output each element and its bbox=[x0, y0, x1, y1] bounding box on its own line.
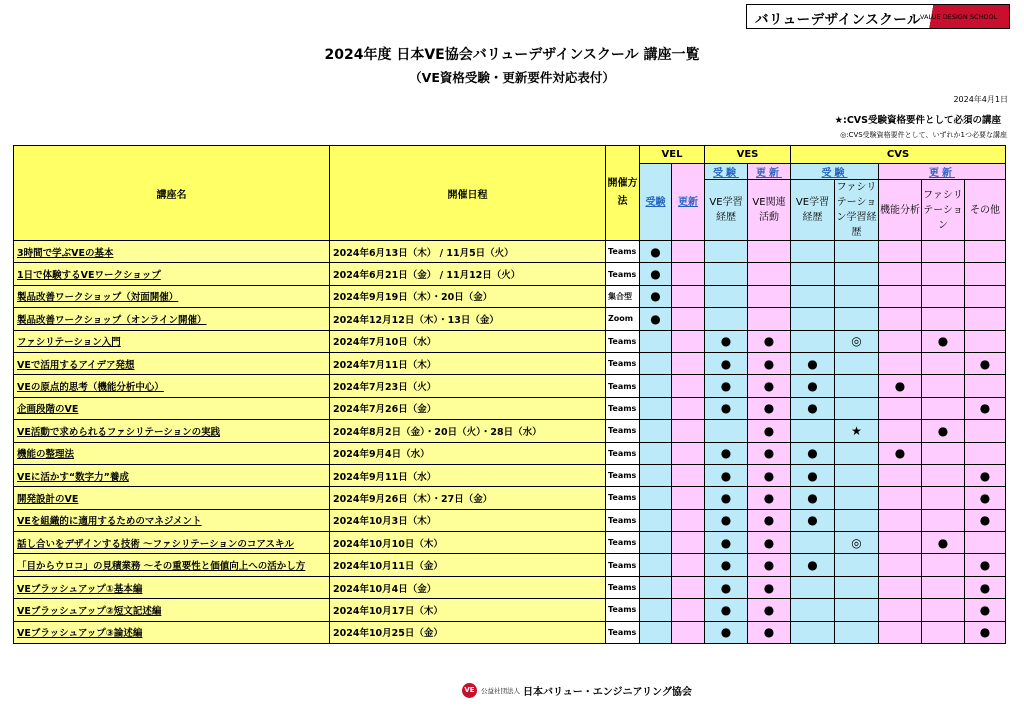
course-method: Teams bbox=[606, 442, 640, 464]
mark-cvs-other: ● bbox=[965, 487, 1006, 509]
mark-cvs-function-analysis bbox=[879, 420, 922, 442]
mark-vel-exam bbox=[640, 330, 672, 352]
mark-cvs-other bbox=[965, 330, 1006, 352]
mark-cvs-learning: ● bbox=[791, 464, 835, 486]
mark-cvs-other: ● bbox=[965, 397, 1006, 419]
brand-subtitle: VALUE DESIGN SCHOOL bbox=[920, 13, 998, 21]
mark-ves-activity: ● bbox=[748, 420, 791, 442]
mark-cvs-facilitation-learning: ◎ bbox=[835, 330, 879, 352]
mark-vel-renew bbox=[672, 420, 705, 442]
mark-ves-activity: ● bbox=[748, 487, 791, 509]
brand-name: バリューデザインスクール bbox=[755, 12, 921, 28]
page-subtitle: （VE資格受験・更新要件対応表付） bbox=[409, 70, 615, 85]
mark-vel-exam bbox=[640, 420, 672, 442]
course-name[interactable]: VEブラッシュアップ③論述編 bbox=[14, 621, 330, 643]
mark-vel-renew bbox=[672, 464, 705, 486]
mark-vel-renew bbox=[672, 599, 705, 621]
mark-ves-learning: ● bbox=[705, 576, 748, 598]
note-double-circle: ◎:CVS受験資格要件として、いずれか1つ必要な講座 bbox=[840, 131, 1007, 139]
course-schedule: 2024年10月25日（金） bbox=[330, 621, 606, 643]
course-name[interactable]: VE活動で求められるファシリテーションの実践 bbox=[14, 420, 330, 442]
mark-cvs-other bbox=[965, 420, 1006, 442]
mark-cvs-other: ● bbox=[965, 599, 1006, 621]
mark-ves-learning bbox=[705, 241, 748, 263]
header-cvs-renew: 更新 bbox=[879, 164, 1006, 180]
mark-ves-learning: ● bbox=[705, 442, 748, 464]
table-row bbox=[14, 375, 1006, 397]
course-schedule: 2024年10月4日（金） bbox=[330, 576, 606, 598]
header-ves-learning: VE学習経歴 bbox=[705, 180, 748, 241]
mark-cvs-function-analysis bbox=[879, 308, 922, 330]
course-method: Teams bbox=[606, 532, 640, 554]
mark-ves-activity: ● bbox=[748, 621, 791, 643]
mark-cvs-function-analysis bbox=[879, 554, 922, 576]
mark-cvs-function-analysis bbox=[879, 464, 922, 486]
mark-cvs-other bbox=[965, 375, 1006, 397]
course-name[interactable]: 製品改善ワークショップ（対面開催） bbox=[14, 285, 330, 307]
mark-cvs-function-analysis bbox=[879, 241, 922, 263]
mark-vel-renew bbox=[672, 487, 705, 509]
table-row bbox=[14, 621, 1006, 643]
course-schedule: 2024年7月11日（木） bbox=[330, 352, 606, 374]
mark-cvs-function-analysis bbox=[879, 599, 922, 621]
mark-cvs-facilitation-learning bbox=[835, 554, 879, 576]
mark-ves-activity: ● bbox=[748, 509, 791, 531]
table-row bbox=[14, 464, 1006, 486]
mark-cvs-facilitation bbox=[922, 509, 965, 531]
mark-cvs-facilitation bbox=[922, 285, 965, 307]
mark-vel-renew bbox=[672, 241, 705, 263]
mark-ves-activity: ● bbox=[748, 397, 791, 419]
mark-vel-renew bbox=[672, 621, 705, 643]
course-name[interactable]: VEブラッシュアップ①基本編 bbox=[14, 576, 330, 598]
table-row bbox=[14, 397, 1006, 419]
course-method: Teams bbox=[606, 375, 640, 397]
mark-vel-renew bbox=[672, 375, 705, 397]
mark-cvs-function-analysis bbox=[879, 621, 922, 643]
course-method: Teams bbox=[606, 487, 640, 509]
mark-cvs-facilitation-learning: ★ bbox=[835, 420, 879, 442]
mark-vel-renew bbox=[672, 442, 705, 464]
table-row bbox=[14, 554, 1006, 576]
mark-cvs-other bbox=[965, 285, 1006, 307]
mark-cvs-facilitation bbox=[922, 352, 965, 374]
mark-ves-activity: ● bbox=[748, 352, 791, 374]
header-course-name: 講座名 bbox=[14, 146, 330, 241]
mark-vel-exam: ● bbox=[640, 285, 672, 307]
table-row bbox=[14, 487, 1006, 509]
mark-ves-learning bbox=[705, 308, 748, 330]
header-cvs-facilitation-learning: ファシリテーション学習経歴 bbox=[835, 180, 879, 241]
mark-vel-renew bbox=[672, 554, 705, 576]
mark-cvs-learning bbox=[791, 599, 835, 621]
course-schedule: 2024年8月2日（金）・20日（火）・28日（水） bbox=[330, 420, 606, 442]
table-row bbox=[14, 285, 1006, 307]
course-method: Teams bbox=[606, 576, 640, 598]
mark-cvs-learning bbox=[791, 576, 835, 598]
mark-cvs-learning bbox=[791, 308, 835, 330]
course-method: Teams bbox=[606, 599, 640, 621]
mark-cvs-other bbox=[965, 241, 1006, 263]
mark-cvs-learning: ● bbox=[791, 554, 835, 576]
header-cvs-facilitation: ファシリテーション bbox=[922, 180, 965, 241]
mark-cvs-learning bbox=[791, 330, 835, 352]
mark-cvs-facilitation bbox=[922, 397, 965, 419]
mark-vel-exam bbox=[640, 509, 672, 531]
mark-ves-learning bbox=[705, 285, 748, 307]
mark-vel-exam bbox=[640, 621, 672, 643]
mark-vel-exam: ● bbox=[640, 308, 672, 330]
course-method: Teams bbox=[606, 397, 640, 419]
mark-cvs-facilitation bbox=[922, 442, 965, 464]
mark-vel-renew bbox=[672, 509, 705, 531]
mark-cvs-facilitation bbox=[922, 375, 965, 397]
header-schedule: 開催日程 bbox=[330, 146, 606, 241]
mark-cvs-other: ● bbox=[965, 554, 1006, 576]
mark-cvs-facilitation bbox=[922, 487, 965, 509]
mark-cvs-facilitation-learning bbox=[835, 576, 879, 598]
mark-cvs-other: ● bbox=[965, 576, 1006, 598]
mark-ves-activity bbox=[748, 308, 791, 330]
course-name[interactable]: VEに活かす“数字力”養成 bbox=[14, 464, 330, 486]
mark-cvs-facilitation bbox=[922, 308, 965, 330]
mark-cvs-function-analysis bbox=[879, 487, 922, 509]
mark-ves-activity: ● bbox=[748, 464, 791, 486]
mark-cvs-facilitation bbox=[922, 241, 965, 263]
course-schedule: 2024年7月26日（金） bbox=[330, 397, 606, 419]
course-name[interactable]: VEの原点的思考（機能分析中心） bbox=[14, 375, 330, 397]
mark-ves-activity: ● bbox=[748, 330, 791, 352]
mark-ves-learning bbox=[705, 420, 748, 442]
course-name[interactable]: VEを組織的に適用するためのマネジメント bbox=[14, 509, 330, 531]
course-schedule: 2024年9月11日（水） bbox=[330, 464, 606, 486]
mark-cvs-other: ● bbox=[965, 509, 1006, 531]
mark-vel-exam: ● bbox=[640, 241, 672, 263]
course-name[interactable]: ファシリテーション入門 bbox=[14, 330, 330, 352]
mark-cvs-facilitation-learning bbox=[835, 621, 879, 643]
mark-cvs-other bbox=[965, 442, 1006, 464]
mark-cvs-learning: ● bbox=[791, 397, 835, 419]
mark-cvs-facilitation bbox=[922, 464, 965, 486]
mark-cvs-facilitation-learning bbox=[835, 509, 879, 531]
header-ves-renew: 更新 bbox=[748, 164, 791, 180]
mark-cvs-function-analysis bbox=[879, 263, 922, 285]
course-name[interactable]: 3時間で学ぶVEの基本 bbox=[14, 241, 330, 263]
mark-cvs-function-analysis bbox=[879, 352, 922, 374]
course-schedule: 2024年10月10日（木） bbox=[330, 532, 606, 554]
header-cvs-other: その他 bbox=[965, 180, 1006, 241]
course-name[interactable]: 「目からウロコ」の見積業務 ～その重要性と価値向上への活かし方 bbox=[14, 554, 330, 576]
mark-ves-activity: ● bbox=[748, 442, 791, 464]
course-schedule: 2024年10月17日（木） bbox=[330, 599, 606, 621]
header-cvs-function-analysis: 機能分析 bbox=[879, 180, 922, 241]
mark-ves-activity: ● bbox=[748, 576, 791, 598]
table-row bbox=[14, 420, 1006, 442]
table-row bbox=[14, 532, 1006, 554]
org-name: 日本バリュー・エンジニアリング協会 bbox=[523, 687, 692, 698]
brand-logo bbox=[746, 4, 1010, 29]
mark-cvs-facilitation bbox=[922, 554, 965, 576]
mark-vel-renew bbox=[672, 330, 705, 352]
mark-cvs-facilitation: ● bbox=[922, 532, 965, 554]
mark-cvs-learning bbox=[791, 420, 835, 442]
mark-ves-learning: ● bbox=[705, 487, 748, 509]
table-row bbox=[14, 599, 1006, 621]
mark-cvs-function-analysis bbox=[879, 509, 922, 531]
mark-ves-activity bbox=[748, 285, 791, 307]
mark-vel-exam bbox=[640, 576, 672, 598]
mark-ves-learning: ● bbox=[705, 375, 748, 397]
table-row bbox=[14, 308, 1006, 330]
mark-cvs-facilitation bbox=[922, 599, 965, 621]
table-row bbox=[14, 576, 1006, 598]
mark-ves-learning: ● bbox=[705, 397, 748, 419]
mark-ves-activity: ● bbox=[748, 375, 791, 397]
mark-cvs-facilitation-learning bbox=[835, 375, 879, 397]
course-name[interactable]: 話し合いをデザインする技術 ～ファシリテーションのコアスキル bbox=[14, 532, 330, 554]
header-ves: VES bbox=[705, 146, 791, 164]
mark-cvs-learning bbox=[791, 241, 835, 263]
mark-ves-learning: ● bbox=[705, 352, 748, 374]
mark-cvs-facilitation-learning bbox=[835, 599, 879, 621]
course-name[interactable]: VEで活用するアイデア発想 bbox=[14, 352, 330, 374]
mark-cvs-function-analysis: ● bbox=[879, 375, 922, 397]
mark-ves-activity: ● bbox=[748, 599, 791, 621]
header-cvs-exam: 受験 bbox=[791, 164, 879, 180]
table-row bbox=[14, 352, 1006, 374]
course-method: Teams bbox=[606, 554, 640, 576]
mark-ves-learning: ● bbox=[705, 621, 748, 643]
mark-cvs-facilitation-learning bbox=[835, 352, 879, 374]
course-schedule: 2024年9月19日（木）・20日（金） bbox=[330, 285, 606, 307]
mark-vel-renew bbox=[672, 263, 705, 285]
mark-vel-exam bbox=[640, 554, 672, 576]
mark-cvs-facilitation-learning bbox=[835, 442, 879, 464]
mark-vel-renew bbox=[672, 576, 705, 598]
mark-vel-exam bbox=[640, 487, 672, 509]
table-row bbox=[14, 330, 1006, 352]
course-table bbox=[13, 145, 1006, 644]
mark-vel-exam bbox=[640, 532, 672, 554]
mark-cvs-learning bbox=[791, 263, 835, 285]
course-schedule: 2024年9月4日（水） bbox=[330, 442, 606, 464]
course-method: Teams bbox=[606, 352, 640, 374]
course-method: Teams bbox=[606, 263, 640, 285]
course-schedule: 2024年9月26日（木）・27日（金） bbox=[330, 487, 606, 509]
mark-vel-exam bbox=[640, 464, 672, 486]
table-row bbox=[14, 241, 1006, 263]
mark-vel-exam: ● bbox=[640, 263, 672, 285]
mark-cvs-function-analysis bbox=[879, 532, 922, 554]
mark-ves-activity bbox=[748, 263, 791, 285]
mark-cvs-facilitation bbox=[922, 621, 965, 643]
mark-vel-exam bbox=[640, 442, 672, 464]
course-method: Teams bbox=[606, 420, 640, 442]
mark-ves-activity: ● bbox=[748, 532, 791, 554]
header-vel: VEL bbox=[640, 146, 705, 164]
mark-cvs-function-analysis bbox=[879, 397, 922, 419]
mark-ves-learning: ● bbox=[705, 509, 748, 531]
mark-vel-exam bbox=[640, 397, 672, 419]
mark-vel-renew bbox=[672, 308, 705, 330]
mark-cvs-learning: ● bbox=[791, 487, 835, 509]
mark-vel-renew bbox=[672, 532, 705, 554]
course-schedule: 2024年10月11日（金） bbox=[330, 554, 606, 576]
course-method: Teams bbox=[606, 509, 640, 531]
footer-organization bbox=[462, 683, 692, 698]
mark-vel-renew bbox=[672, 285, 705, 307]
mark-cvs-facilitation-learning bbox=[835, 263, 879, 285]
mark-cvs-function-analysis bbox=[879, 330, 922, 352]
mark-cvs-other bbox=[965, 308, 1006, 330]
mark-cvs-facilitation bbox=[922, 263, 965, 285]
course-name[interactable]: 開発設計のVE bbox=[14, 487, 330, 509]
course-schedule: 2024年6月21日（金） / 11月12日（火） bbox=[330, 263, 606, 285]
mark-ves-learning: ● bbox=[705, 532, 748, 554]
header-vel-renew: 更新 bbox=[672, 164, 705, 241]
mark-cvs-facilitation-learning bbox=[835, 241, 879, 263]
mark-cvs-learning: ● bbox=[791, 442, 835, 464]
mark-cvs-function-analysis bbox=[879, 576, 922, 598]
note-star: ★:CVS受験資格要件として必須の講座 bbox=[834, 115, 1001, 126]
mark-ves-learning: ● bbox=[705, 330, 748, 352]
course-name[interactable]: 機能の整理法 bbox=[14, 442, 330, 464]
mark-cvs-facilitation: ● bbox=[922, 420, 965, 442]
mark-vel-exam bbox=[640, 375, 672, 397]
org-type: 公益社団法人 bbox=[481, 687, 520, 695]
header-cvs: CVS bbox=[791, 146, 1006, 164]
table-row bbox=[14, 509, 1006, 531]
mark-vel-exam bbox=[640, 352, 672, 374]
mark-vel-renew bbox=[672, 397, 705, 419]
mark-cvs-facilitation bbox=[922, 576, 965, 598]
header-cvs-learning: VE学習経歴 bbox=[791, 180, 835, 241]
mark-ves-learning: ● bbox=[705, 599, 748, 621]
ve-logo-icon: VE bbox=[462, 683, 477, 698]
mark-cvs-facilitation-learning bbox=[835, 308, 879, 330]
mark-cvs-other bbox=[965, 532, 1006, 554]
mark-cvs-other: ● bbox=[965, 621, 1006, 643]
mark-cvs-facilitation-learning bbox=[835, 285, 879, 307]
table-row bbox=[14, 442, 1006, 464]
course-method: 集合型 bbox=[606, 285, 640, 307]
mark-cvs-other: ● bbox=[965, 352, 1006, 374]
mark-cvs-facilitation-learning bbox=[835, 487, 879, 509]
mark-cvs-learning: ● bbox=[791, 375, 835, 397]
mark-cvs-learning bbox=[791, 621, 835, 643]
mark-cvs-facilitation-learning: ◎ bbox=[835, 532, 879, 554]
mark-cvs-function-analysis bbox=[879, 285, 922, 307]
course-method: Teams bbox=[606, 241, 640, 263]
mark-cvs-facilitation: ● bbox=[922, 330, 965, 352]
course-method: Teams bbox=[606, 330, 640, 352]
header-method: 開催方法 bbox=[606, 146, 640, 241]
course-schedule: 2024年10月3日（木） bbox=[330, 509, 606, 531]
course-name[interactable]: VEブラッシュアップ②短文記述編 bbox=[14, 599, 330, 621]
table-row bbox=[14, 263, 1006, 285]
page-title: 2024年度 日本VE協会バリューデザインスクール 講座一覧 bbox=[324, 47, 700, 63]
course-schedule: 2024年7月23日（火） bbox=[330, 375, 606, 397]
mark-cvs-learning: ● bbox=[791, 509, 835, 531]
course-name[interactable]: 製品改善ワークショップ（オンライン開催） bbox=[14, 308, 330, 330]
mark-ves-learning: ● bbox=[705, 464, 748, 486]
mark-cvs-learning bbox=[791, 285, 835, 307]
header-vel-exam: 受験 bbox=[640, 164, 672, 241]
header-ves-exam: 受験 bbox=[705, 164, 748, 180]
course-method: Teams bbox=[606, 621, 640, 643]
course-schedule: 2024年12月12日（木）・13日（金） bbox=[330, 308, 606, 330]
issue-date: 2024年4月1日 bbox=[953, 95, 1008, 104]
course-method: Teams bbox=[606, 464, 640, 486]
mark-ves-activity bbox=[748, 241, 791, 263]
course-method: Zoom bbox=[606, 308, 640, 330]
course-name[interactable]: 企画段階のVE bbox=[14, 397, 330, 419]
mark-ves-activity: ● bbox=[748, 554, 791, 576]
mark-cvs-facilitation-learning bbox=[835, 464, 879, 486]
header-ves-activity: VE関連活動 bbox=[748, 180, 791, 241]
mark-cvs-learning bbox=[791, 532, 835, 554]
course-schedule: 2024年6月13日（木） / 11月5日（火） bbox=[330, 241, 606, 263]
mark-cvs-facilitation-learning bbox=[835, 397, 879, 419]
mark-cvs-other: ● bbox=[965, 464, 1006, 486]
mark-cvs-learning: ● bbox=[791, 352, 835, 374]
course-schedule: 2024年7月10日（水） bbox=[330, 330, 606, 352]
mark-vel-renew bbox=[672, 352, 705, 374]
mark-vel-exam bbox=[640, 599, 672, 621]
mark-cvs-function-analysis: ● bbox=[879, 442, 922, 464]
mark-ves-learning: ● bbox=[705, 554, 748, 576]
mark-ves-learning bbox=[705, 263, 748, 285]
course-name[interactable]: 1日で体験するVEワークショップ bbox=[14, 263, 330, 285]
mark-cvs-other bbox=[965, 263, 1006, 285]
